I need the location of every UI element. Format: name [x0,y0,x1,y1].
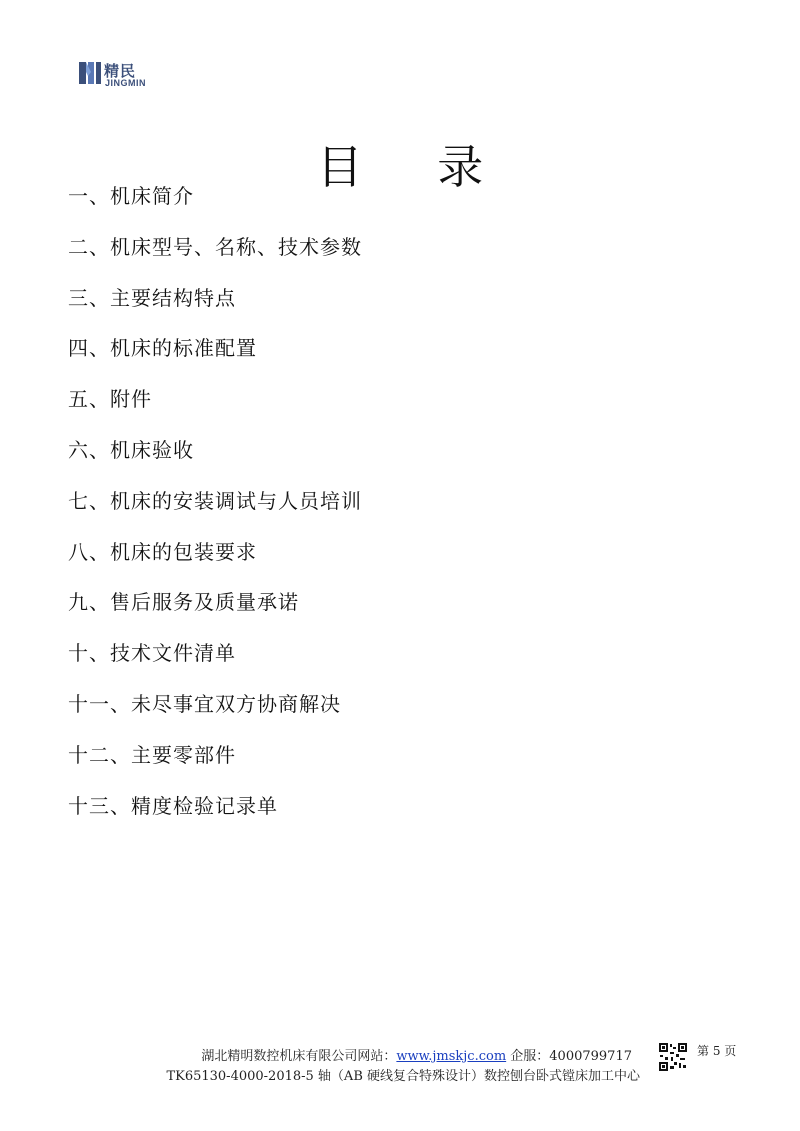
toc-item: 四、机床的标准配置 [68,336,257,361]
toc-item: 十、技术文件清单 [68,641,236,666]
logo-english-text: JINGMIN [105,78,147,88]
toc-item: 十三、精度检验记录单 [68,793,278,818]
toc-item: 三、主要结构特点 [68,285,236,310]
logo-chinese-text: 精民 [104,62,137,80]
qr-code-icon [658,1042,688,1072]
toc-item: 七、机床的安装调试与人员培训 [68,488,362,513]
toc-item: 五、附件 [68,387,152,412]
toc-item: 二、机床型号、名称、技术参数 [68,234,362,259]
toc-item: 十一、未尽事宜双方协商解决 [68,691,341,716]
toc-item: 十二、主要零部件 [68,742,236,767]
toc-item: 六、机床验收 [68,437,194,462]
website-link[interactable]: www.jmskjc.com [396,1049,507,1064]
company-logo [76,58,166,92]
footer-service: 企服：4000799717 [506,1049,632,1064]
footer-company: 湖北精明数控机床有限公司网站： [201,1049,397,1064]
page-number: 第 5 页 [697,1044,737,1058]
toc-item: 一、机床简介 [68,184,194,208]
toc-item: 八、机床的包装要求 [68,539,257,564]
footer-contact-line [201,1045,632,1064]
toc-item: 九、售后服务及质量承诺 [68,590,299,615]
table-of-contents [68,178,362,838]
footer-product-line: TK65130-4000-2018-5 轴（AB 硬线复合特殊设计）数控刨台卧式镗床加工中心 [166,1069,640,1084]
logo-mark-icon [76,58,102,88]
page-title: 目 录 [316,139,514,194]
